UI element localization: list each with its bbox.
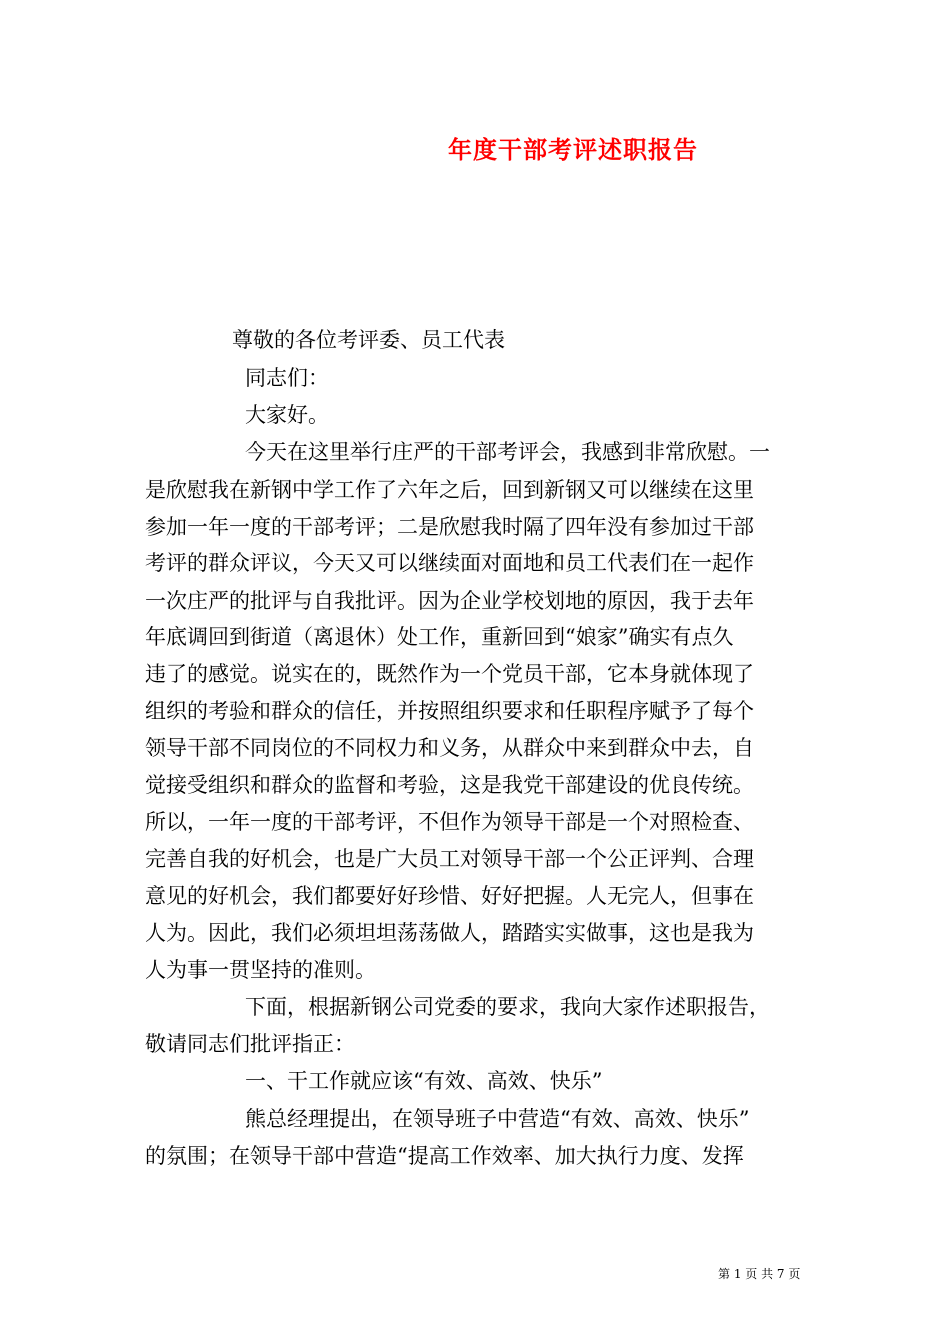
body-line: 人为。因此，我们必须坦坦荡荡做人，踏踏实实做事，这也是我为 [145,921,754,945]
body-line: 下面，根据新钢公司党委的要求，我向大家作述职报告， [245,995,770,1019]
body-line: 是欣慰我在新钢中学工作了六年之后，回到新钢又可以继续在这里 [145,478,754,502]
body-line: 熊总经理提出，在领导班子中营造“有效、高效、快乐” [245,1107,750,1131]
body-line: 的氛围；在领导干部中营造“提高工作效率、加大执行力度、发挥 [145,1144,744,1168]
body-line: 违了的感觉。说实在的，既然作为一个党员干部，它本身就体现了 [145,662,754,686]
body-line: 完善自我的好机会，也是广大员工对领导干部一个公正评判、合理 [145,847,754,871]
body-line: 一次庄严的批评与自我批评。因为企业学校划地的原因，我于去年 [145,589,754,613]
body-line: 今天在这里举行庄严的干部考评会，我感到非常欣慰。一 [245,440,770,464]
document-title: 年度干部考评述职报告 [448,135,698,164]
body-line: 考评的群众评议，今天又可以继续面对面地和员工代表们在一起作 [145,551,754,575]
body-line: 觉接受组织和群众的监督和考验，这是我党干部建设的优良传统。 [145,773,754,797]
body-line: 参加一年一度的干部考评；二是欣慰我时隔了四年没有参加过干部 [145,515,754,539]
greeting-comrades: 同志们： [245,366,329,390]
greeting-hello: 大家好。 [245,403,329,427]
body-line: 年底调回到街道（离退休）处工作，重新回到“娘家”确实有点久 [145,625,734,649]
body-line: 组织的考验和群众的信任，并按照组织要求和任职程序赋予了每个 [145,699,754,723]
body-line: 所以，一年一度的干部考评，不但作为领导干部是一个对照检查、 [145,810,754,834]
page-number: 第 1 页 共 7 页 [718,1267,801,1281]
body-line: 意见的好机会，我们都要好好珍惜、好好把握。人无完人，但事在 [145,884,754,908]
body-line: 人为事一贯坚持的准则。 [145,958,376,982]
body-line: 敬请同志们批评指正： [145,1032,355,1056]
section-heading: 一、干工作就应该“有效、高效、快乐” [245,1069,603,1093]
body-line: 领导干部不同岗位的不同权力和义务，从群众中来到群众中去，自 [145,736,754,760]
salutation: 尊敬的各位考评委、员工代表 [232,328,505,352]
